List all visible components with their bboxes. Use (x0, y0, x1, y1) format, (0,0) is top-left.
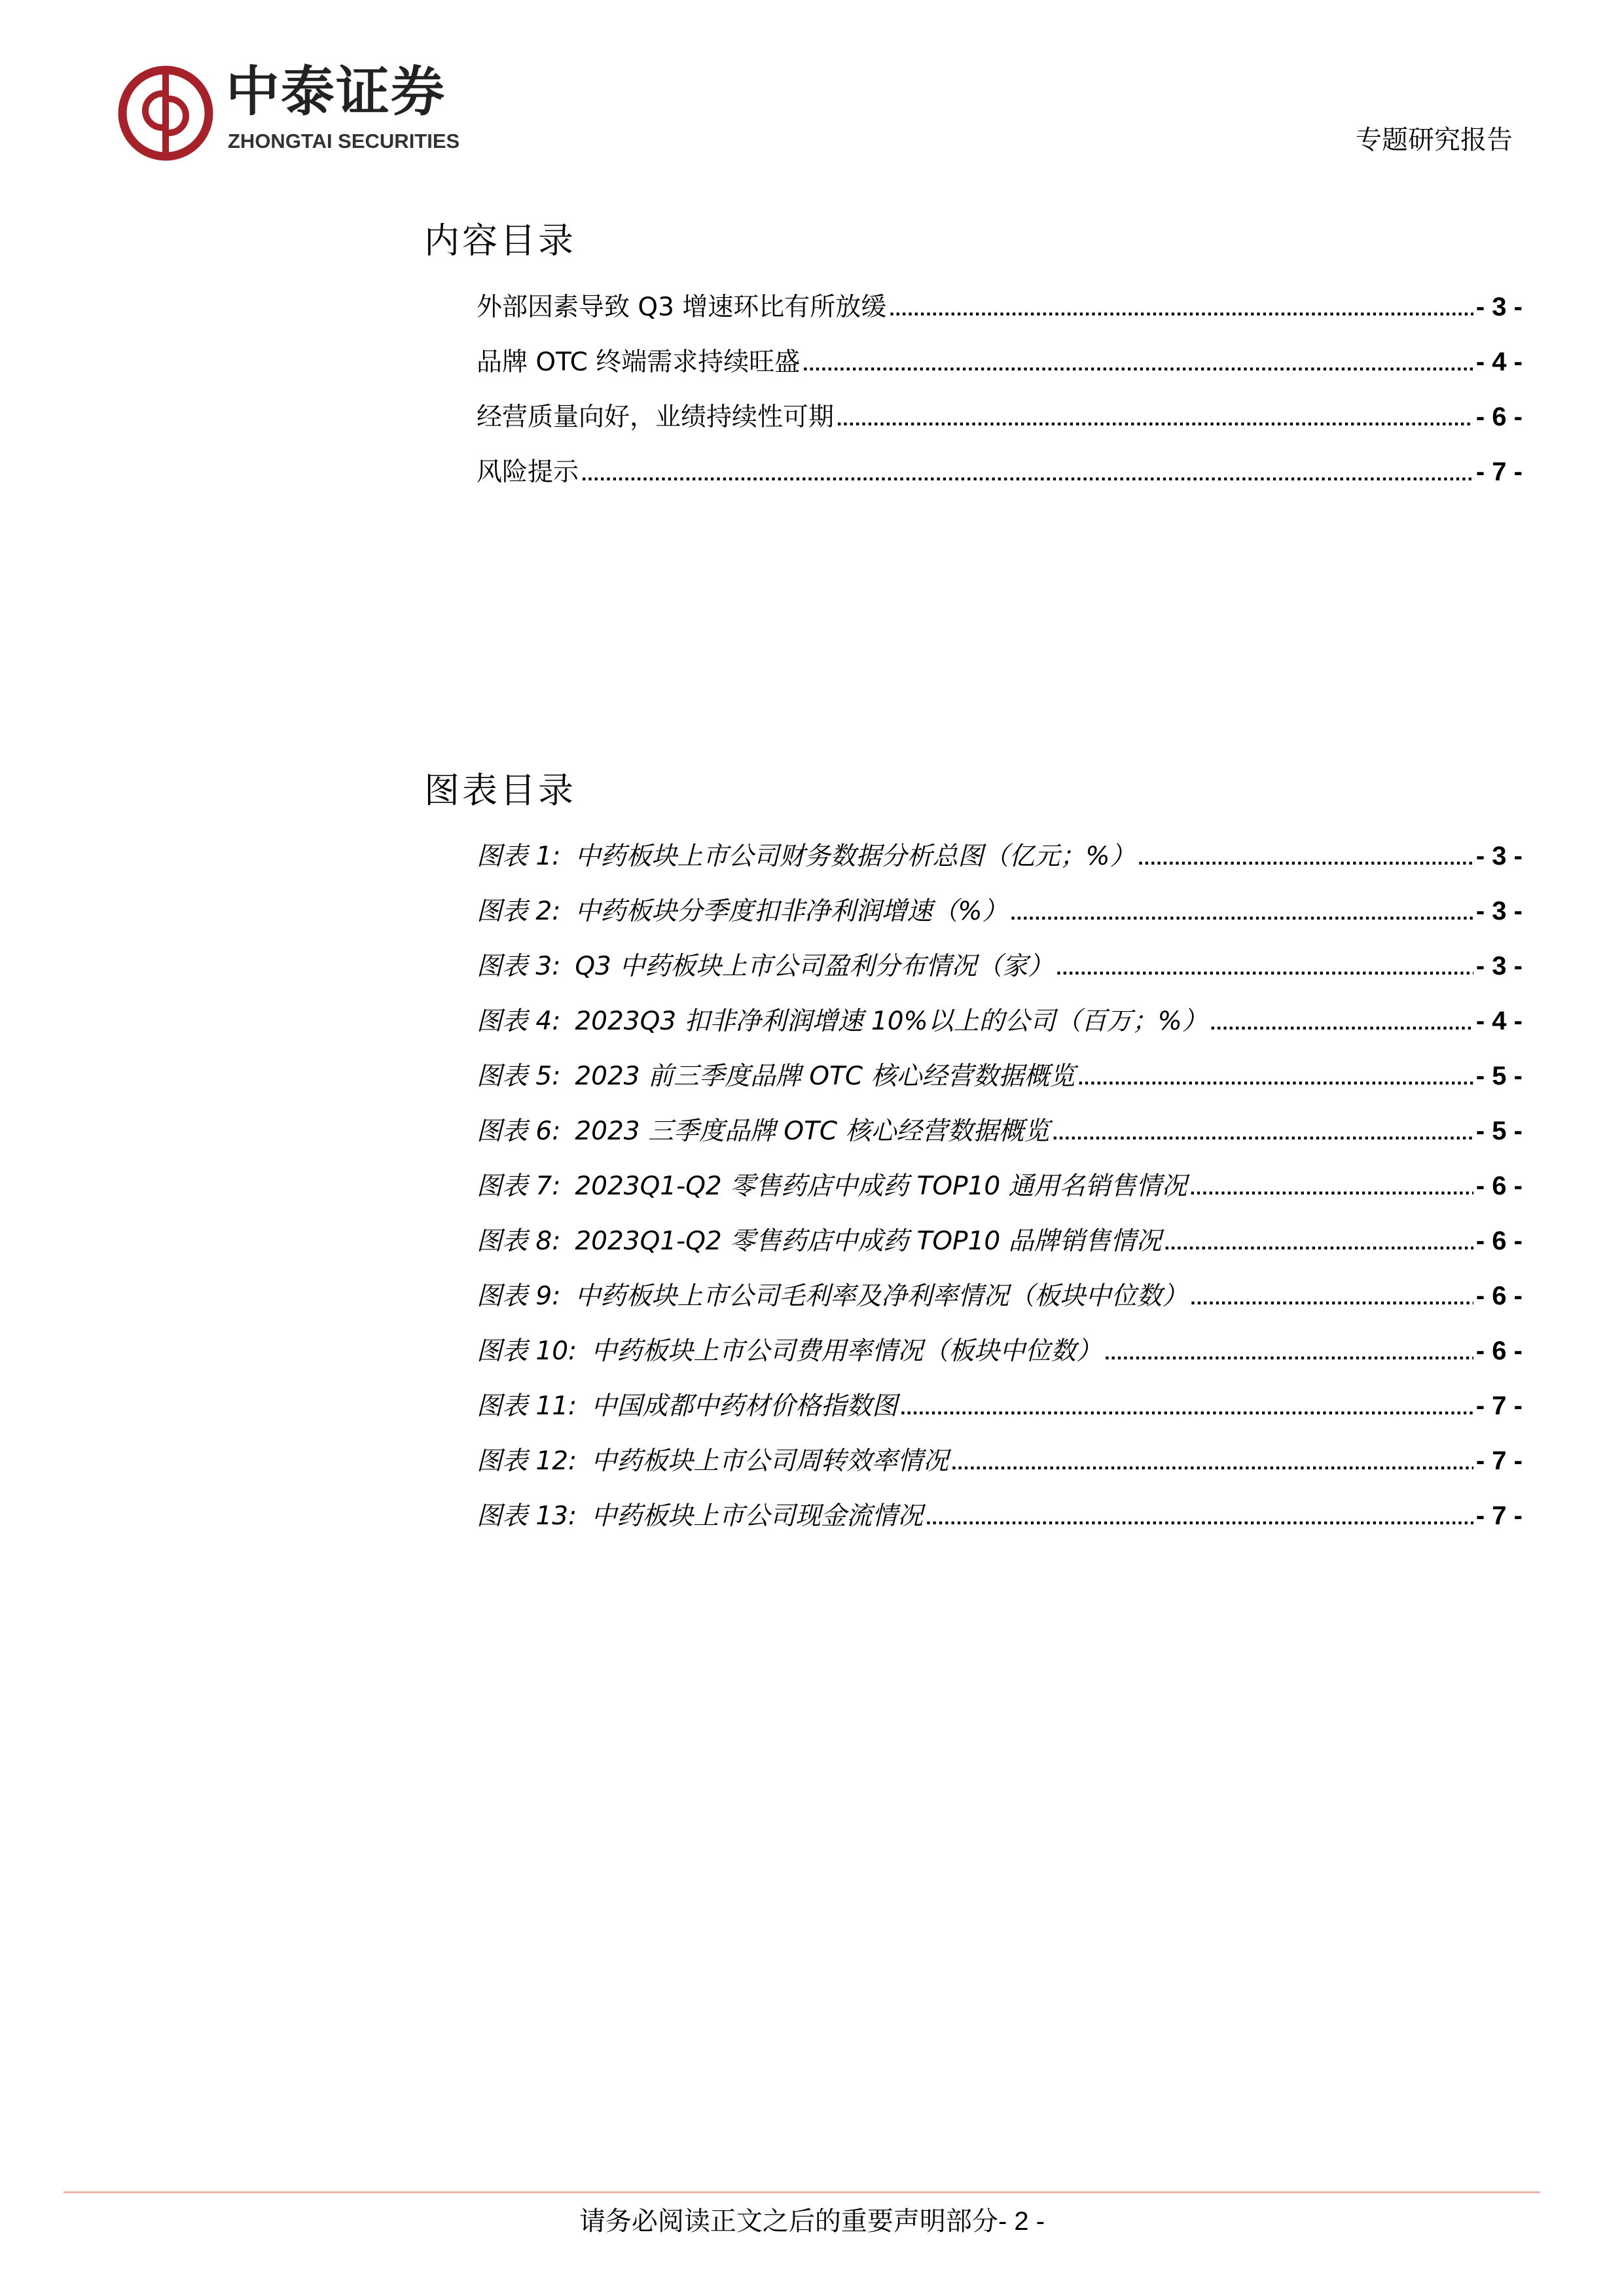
dot-leader (1078, 1067, 1473, 1090)
toc-page-number[interactable]: - 4 - (1475, 348, 1523, 376)
figure-title: 中药板块上市公司费用率情况（板块中位数） (591, 1336, 1102, 1366)
toc-page-number[interactable]: - 6 - (1475, 1282, 1523, 1310)
toc-page-number[interactable]: - 7 - (1475, 1501, 1523, 1530)
figure-number: 图表 4: (477, 1007, 561, 1036)
figure-number: 图表 3: (477, 952, 561, 981)
zhongtai-logo-icon (117, 64, 215, 162)
figure-title: 2023Q3 扣非净利润增速 10%以上的公司（百万；%） (575, 1007, 1208, 1036)
figure-title: 2023Q1-Q2 零售药店中成药 TOP10 通用名销售情况 (575, 1172, 1187, 1201)
dot-leader (1190, 1287, 1473, 1310)
figure-toc-entry[interactable] (477, 836, 1523, 891)
toc-entry-label[interactable] (477, 1221, 1162, 1257)
toc-page-number[interactable]: - 3 - (1475, 952, 1523, 980)
figure-number: 图表 7: (477, 1172, 561, 1201)
footer-disclaimer: 请务必阅读正文之后的重要声明部分 (579, 2206, 998, 2236)
figure-title: 中药板块上市公司周转效率情况 (591, 1446, 949, 1476)
toc-page-number[interactable]: - 5 - (1475, 1062, 1523, 1090)
toc-page-number[interactable]: - 3 - (1475, 293, 1523, 321)
dot-leader (1190, 1177, 1473, 1200)
toc-entry-label[interactable] (477, 1496, 923, 1532)
toc-page-number[interactable]: - 7 - (1475, 1446, 1523, 1475)
figure-toc-entry[interactable] (477, 1221, 1523, 1276)
figures-title: 图表目录 (424, 770, 576, 811)
figure-number: 图表 8: (477, 1227, 561, 1256)
dot-leader (581, 463, 1473, 486)
report-type-label: 专题研究报告 (1356, 125, 1513, 155)
figure-title: 中药板块上市公司毛利率及净利率情况（板块中位数） (575, 1282, 1188, 1311)
toc-entry-label[interactable] (477, 1276, 1187, 1312)
toc-page-number[interactable]: - 6 - (1475, 403, 1523, 431)
footer (0, 2200, 1624, 2238)
figure-title: Q3 中药板块上市公司盈利分布情况（家） (575, 952, 1054, 981)
figure-toc-entry[interactable] (477, 1276, 1523, 1331)
toc-entry-label[interactable] (477, 836, 1135, 872)
figure-toc-entry[interactable] (477, 1111, 1523, 1166)
dot-leader (889, 298, 1473, 321)
toc-entry-label[interactable] (477, 1331, 1102, 1367)
figure-toc-entry[interactable] (477, 1166, 1523, 1221)
figure-toc-entry[interactable] (477, 1056, 1523, 1111)
figures-list (477, 836, 1523, 1551)
dot-leader (900, 1397, 1473, 1420)
toc-entry-label[interactable] (477, 1056, 1075, 1092)
toc-entry-label[interactable]: 风险提示 (477, 457, 579, 487)
figure-toc-entry[interactable] (477, 1001, 1523, 1056)
toc-entry-label[interactable] (477, 891, 1007, 927)
toc-entry-label[interactable]: 经营质量向好，业绩持续性可期 (477, 403, 835, 432)
dot-leader (951, 1452, 1473, 1475)
toc-page-number[interactable]: - 6 - (1475, 1172, 1523, 1200)
contents-toc-entry[interactable] (477, 397, 1523, 452)
toc-entry-label[interactable] (477, 1166, 1187, 1202)
figure-title: 中国成都中药材价格指数图 (591, 1391, 898, 1421)
toc-entry-label[interactable] (477, 946, 1053, 982)
contents-toc-entry[interactable] (477, 342, 1523, 397)
toc-page-number[interactable]: - 4 - (1475, 1007, 1523, 1035)
dot-leader (1164, 1232, 1473, 1255)
toc-entry-label[interactable] (477, 1386, 897, 1422)
toc-entry-label[interactable]: 外部因素导致 Q3 增速环比有所放缓 (477, 293, 887, 322)
contents-list (477, 287, 1523, 507)
figure-toc-entry[interactable] (477, 1331, 1523, 1386)
toc-page-number[interactable]: - 5 - (1475, 1117, 1523, 1145)
figure-toc-entry[interactable] (477, 1496, 1523, 1551)
figure-toc-entry[interactable] (477, 891, 1523, 946)
dot-leader (1053, 1122, 1473, 1145)
toc-page-number[interactable]: - 3 - (1475, 842, 1523, 870)
dot-leader (1056, 958, 1473, 980)
toc-page-number[interactable]: - 7 - (1475, 1391, 1523, 1420)
figure-number: 图表 9: (477, 1282, 561, 1311)
figure-title: 中药板块上市公司财务数据分析总图（亿元；%） (575, 842, 1136, 871)
dot-leader (1210, 1013, 1473, 1035)
figure-number: 图表 11: (477, 1391, 577, 1421)
figure-title: 中药板块上市公司现金流情况 (591, 1501, 924, 1531)
dot-leader (1138, 848, 1473, 870)
toc-page-number[interactable]: - 7 - (1475, 457, 1523, 486)
toc-page-number[interactable]: - 6 - (1475, 1227, 1523, 1255)
figure-number: 图表 6: (477, 1117, 561, 1146)
toc-entry-label[interactable] (477, 1111, 1050, 1147)
dot-leader (926, 1507, 1473, 1530)
figure-toc-entry[interactable] (477, 1441, 1523, 1496)
dot-leader (837, 408, 1473, 431)
figure-number: 图表 10: (477, 1336, 577, 1366)
figure-toc-entry[interactable] (477, 1386, 1523, 1441)
footer-page-number: - 2 - (998, 2207, 1045, 2236)
figure-number: 图表 2: (477, 897, 561, 926)
figure-toc-entry[interactable] (477, 946, 1523, 1001)
figure-title: 2023 三季度品牌 OTC 核心经营数据概览 (575, 1117, 1050, 1146)
figure-number: 图表 5: (477, 1062, 561, 1091)
footer-divider (63, 2191, 1540, 2193)
toc-page-number[interactable]: - 6 - (1475, 1336, 1523, 1365)
dot-leader (1010, 903, 1473, 925)
dot-leader (1104, 1342, 1473, 1365)
logo-text-en: ZHONGTAI SECURITIES (228, 130, 460, 152)
figure-number: 图表 12: (477, 1446, 577, 1476)
logo-text-cn: 中泰证券 (226, 61, 446, 123)
figure-title: 2023Q1-Q2 零售药店中成药 TOP10 品牌销售情况 (575, 1227, 1162, 1256)
toc-page-number[interactable]: - 3 - (1475, 897, 1523, 925)
dot-leader (803, 353, 1473, 376)
toc-entry-label[interactable]: 品牌 OTC 终端需求持续旺盛 (477, 348, 801, 377)
figure-title: 2023 前三季度品牌 OTC 核心经营数据概览 (575, 1062, 1075, 1091)
figure-number: 图表 1: (477, 842, 561, 871)
toc-entry-label[interactable] (477, 1441, 948, 1477)
contents-toc-entry[interactable] (477, 287, 1523, 342)
figure-title: 中药板块分季度扣非净利润增速（%） (575, 897, 1008, 926)
toc-entry-label[interactable] (477, 1001, 1208, 1037)
figure-number: 图表 13: (477, 1501, 577, 1531)
contents-title: 内容目录 (424, 220, 576, 261)
contents-toc-entry[interactable] (477, 452, 1523, 507)
